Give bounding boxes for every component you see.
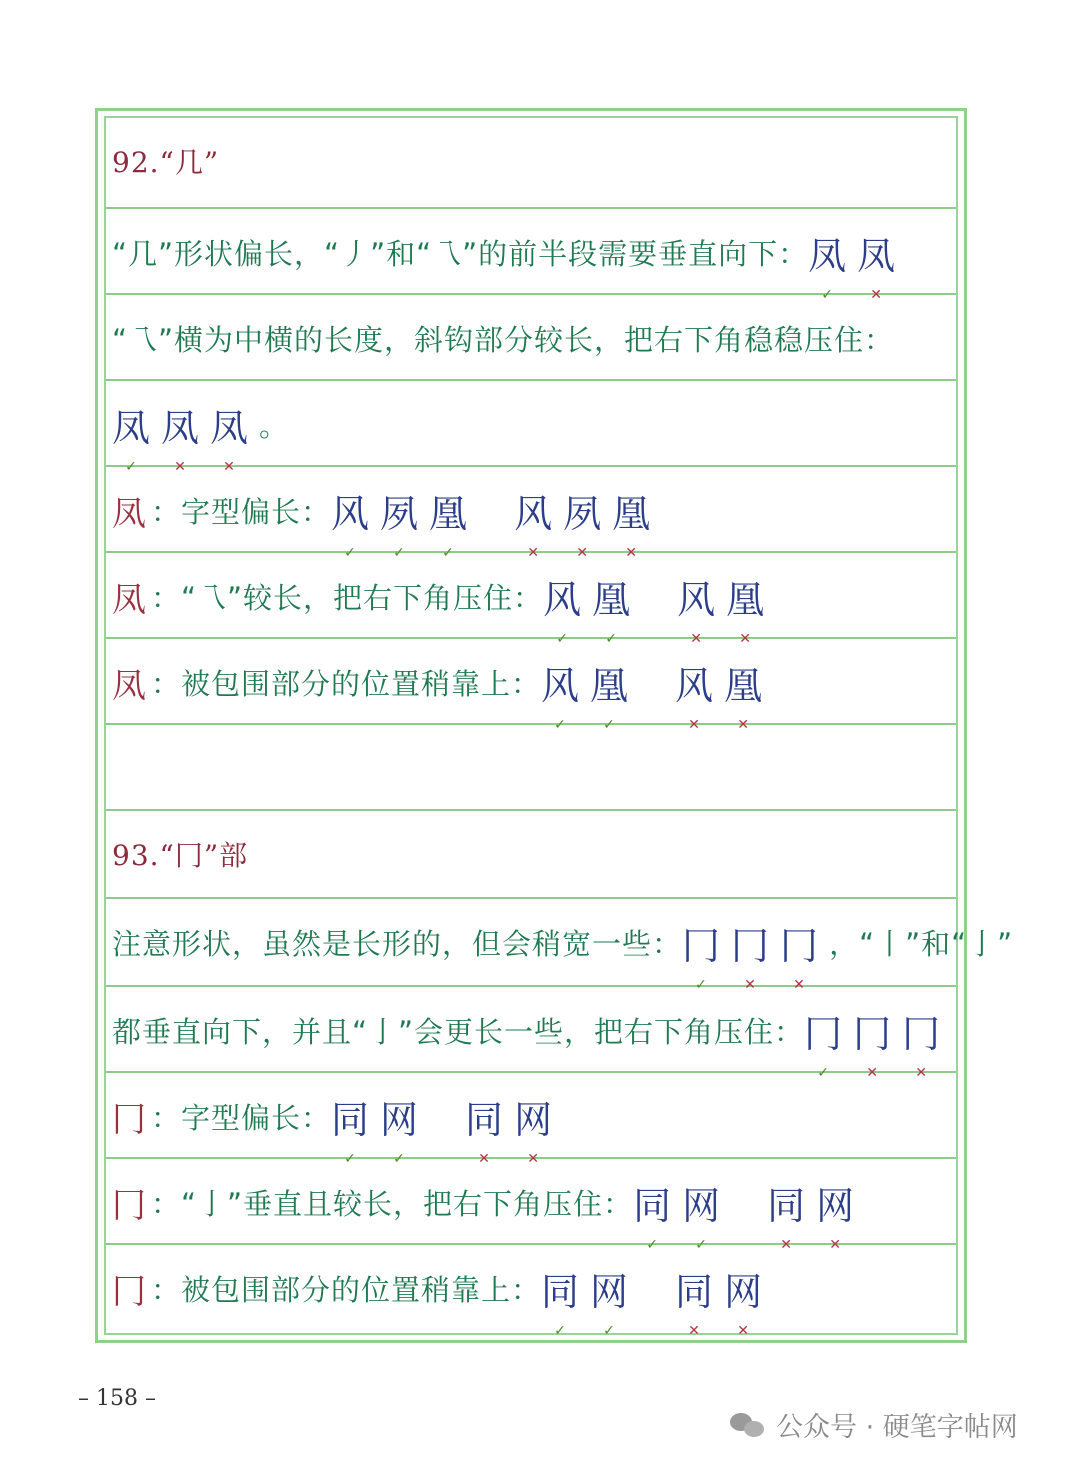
example-glyph bbox=[808, 225, 848, 303]
example-glyph bbox=[724, 1261, 764, 1339]
radical-glyph: 冂 bbox=[112, 1185, 147, 1226]
glyph-char: 风 bbox=[677, 577, 717, 622]
glyph-char: 凰 bbox=[592, 577, 632, 622]
watermark-text: 公众号 · 硬笔字帖网 bbox=[776, 1412, 1018, 1443]
glyph-char: 凤 bbox=[808, 233, 848, 278]
glyph-char: 网 bbox=[590, 1269, 630, 1314]
ruled-line bbox=[106, 637, 956, 639]
glyph-char: 冂 bbox=[804, 1011, 844, 1056]
wrong-mark: ✕ bbox=[737, 716, 750, 733]
wrong-mark: ✕ bbox=[625, 544, 638, 561]
practice-line bbox=[112, 211, 952, 303]
explanation-text: 注意形状，虽然是长形的，但会稍宽一些： bbox=[112, 926, 683, 961]
explanation-text: ：被包围部分的位置稍靠上： bbox=[151, 666, 542, 701]
practice-line bbox=[112, 901, 1014, 993]
glyph-char: 凰 bbox=[612, 491, 652, 536]
example-glyph bbox=[514, 1089, 554, 1167]
radical-glyph: 凤 bbox=[112, 579, 147, 620]
correct-mark: ✓ bbox=[556, 630, 569, 647]
wrong-mark: ✕ bbox=[829, 1236, 842, 1253]
ruled-line bbox=[106, 897, 956, 899]
ruled-line bbox=[106, 985, 956, 987]
example-glyph bbox=[675, 1261, 715, 1339]
practice-line bbox=[112, 297, 952, 379]
correct-mark: ✓ bbox=[605, 630, 618, 647]
correct-mark: ✓ bbox=[603, 716, 616, 733]
example-glyph bbox=[541, 655, 581, 733]
ruled-line bbox=[106, 379, 956, 381]
glyph-char: 冂 bbox=[853, 1011, 893, 1056]
glyph-char: 凤 bbox=[161, 405, 201, 450]
wrong-mark: ✕ bbox=[744, 976, 757, 993]
practice-line bbox=[112, 641, 952, 733]
wrong-mark: ✕ bbox=[527, 1150, 540, 1167]
correct-mark: ✓ bbox=[344, 544, 357, 561]
example-glyph bbox=[612, 483, 652, 561]
glyph-char: 凰 bbox=[724, 663, 764, 708]
wrong-mark: ✕ bbox=[793, 976, 806, 993]
example-glyph bbox=[210, 397, 250, 475]
example-glyph bbox=[331, 483, 371, 561]
wrong-mark: ✕ bbox=[780, 1236, 793, 1253]
example-glyph bbox=[726, 569, 766, 647]
glyph-char: 风 bbox=[675, 663, 715, 708]
wrong-mark: ✕ bbox=[866, 1064, 879, 1081]
radical-glyph: 冂 bbox=[112, 1271, 147, 1312]
glyph-char: 冂 bbox=[902, 1011, 942, 1056]
explanation-text: ：字型偏长： bbox=[151, 494, 332, 529]
explanation-text: “乁”横为中横的长度，斜钩部分较长，把右下角稳稳压住： bbox=[112, 322, 895, 357]
glyph-char: 凤 bbox=[210, 405, 250, 450]
glyph-char: 同 bbox=[767, 1183, 807, 1228]
correct-mark: ✓ bbox=[125, 458, 138, 475]
practice-line bbox=[112, 1161, 952, 1253]
example-glyph bbox=[682, 1175, 722, 1253]
example-glyph bbox=[857, 225, 897, 303]
example-glyph bbox=[682, 915, 722, 993]
ruled-line bbox=[106, 723, 956, 725]
glyph-char: 凰 bbox=[726, 577, 766, 622]
correct-mark: ✓ bbox=[603, 1322, 616, 1339]
watermark bbox=[730, 1405, 1018, 1444]
practice-line bbox=[112, 555, 952, 647]
example-glyph bbox=[161, 397, 201, 475]
glyph-char: 夙 bbox=[380, 491, 420, 536]
glyph-char: 凰 bbox=[590, 663, 630, 708]
glyph-char: 凰 bbox=[429, 491, 469, 536]
wrong-mark: ✕ bbox=[478, 1150, 491, 1167]
page-number: – 158 – bbox=[78, 1386, 156, 1411]
example-glyph bbox=[780, 915, 820, 993]
example-glyph bbox=[380, 1089, 420, 1167]
example-glyph bbox=[633, 1175, 673, 1253]
wrong-mark: ✕ bbox=[690, 630, 703, 647]
wrong-mark: ✕ bbox=[576, 544, 589, 561]
example-glyph bbox=[853, 1003, 893, 1081]
wrong-mark: ✕ bbox=[915, 1064, 928, 1081]
example-glyph bbox=[902, 1003, 942, 1081]
example-glyph bbox=[804, 1003, 844, 1081]
explanation-text: ，“丨”和“亅” bbox=[829, 926, 1014, 961]
glyph-char: 同 bbox=[633, 1183, 673, 1228]
explanation-text: ：被包围部分的位置稍靠上： bbox=[151, 1272, 542, 1307]
glyph-char: 冂 bbox=[682, 923, 722, 968]
example-glyph bbox=[590, 1261, 630, 1339]
practice-line bbox=[112, 469, 952, 561]
example-glyph bbox=[465, 1089, 505, 1167]
example-glyph bbox=[675, 655, 715, 733]
explanation-text: 都垂直向下，并且“亅”会更长一些，把右下角压住： bbox=[112, 1014, 805, 1049]
wrong-mark: ✕ bbox=[737, 1322, 750, 1339]
wechat-icon bbox=[730, 1411, 766, 1439]
correct-mark: ✓ bbox=[821, 286, 835, 303]
glyph-char: 风 bbox=[541, 663, 581, 708]
example-glyph bbox=[592, 569, 632, 647]
correct-mark: ✓ bbox=[393, 1150, 406, 1167]
correct-mark: ✓ bbox=[442, 544, 455, 561]
glyph-char: 网 bbox=[380, 1097, 420, 1142]
example-glyph bbox=[380, 483, 420, 561]
glyph-char: 冂 bbox=[731, 923, 771, 968]
explanation-text: ：字型偏长： bbox=[151, 1100, 332, 1135]
example-glyph bbox=[563, 483, 603, 561]
glyph-char: 网 bbox=[724, 1269, 764, 1314]
correct-mark: ✓ bbox=[554, 716, 567, 733]
glyph-char: 凤 bbox=[857, 233, 897, 278]
glyph-char: 凤 bbox=[112, 405, 152, 450]
example-glyph bbox=[731, 915, 771, 993]
ruled-line bbox=[106, 207, 956, 209]
section-heading: 92.“几” bbox=[112, 146, 220, 179]
glyph-char: 同 bbox=[541, 1269, 581, 1314]
example-glyph bbox=[816, 1175, 856, 1253]
section-heading: 93.“冂”部 bbox=[112, 839, 249, 872]
wrong-mark: ✕ bbox=[688, 716, 701, 733]
practice-line bbox=[112, 383, 952, 475]
glyph-char: 同 bbox=[465, 1097, 505, 1142]
explanation-text: ：“亅”垂直且较长，把右下角压住： bbox=[151, 1186, 634, 1221]
glyph-char: 风 bbox=[331, 491, 371, 536]
wrong-mark: ✕ bbox=[739, 630, 752, 647]
glyph-char: 同 bbox=[675, 1269, 715, 1314]
example-glyph bbox=[724, 655, 764, 733]
radical-glyph: 凤 bbox=[112, 493, 147, 534]
correct-mark: ✓ bbox=[393, 544, 406, 561]
practice-line bbox=[112, 989, 952, 1081]
radical-glyph: 凤 bbox=[112, 665, 147, 706]
example-glyph bbox=[429, 483, 469, 561]
glyph-char: 冂 bbox=[780, 923, 820, 968]
example-glyph bbox=[331, 1089, 371, 1167]
example-glyph bbox=[590, 655, 630, 733]
wrong-mark: ✕ bbox=[223, 458, 236, 475]
glyph-char: 网 bbox=[514, 1097, 554, 1142]
ruled-line bbox=[106, 809, 956, 811]
example-glyph bbox=[543, 569, 583, 647]
example-glyph bbox=[112, 397, 152, 475]
glyph-char: 风 bbox=[543, 577, 583, 622]
correct-mark: ✓ bbox=[695, 1236, 708, 1253]
example-glyph bbox=[677, 569, 717, 647]
correct-mark: ✓ bbox=[646, 1236, 659, 1253]
example-glyph bbox=[541, 1261, 581, 1339]
wrong-mark: ✕ bbox=[870, 286, 884, 303]
correct-mark: ✓ bbox=[344, 1150, 357, 1167]
glyph-char: 同 bbox=[331, 1097, 371, 1142]
glyph-char: 网 bbox=[816, 1183, 856, 1228]
glyph-char: 网 bbox=[682, 1183, 722, 1228]
practice-line bbox=[112, 727, 952, 809]
explanation-text: ：“乁”较长，把右下角压住： bbox=[151, 580, 544, 615]
wrong-mark: ✕ bbox=[174, 458, 187, 475]
explanation-text: “几”形状偏长，“丿”和“乁”的前半段需要垂直向下： bbox=[112, 236, 809, 271]
radical-glyph: 冂 bbox=[112, 1099, 147, 1140]
wrong-mark: ✕ bbox=[688, 1322, 701, 1339]
example-glyph bbox=[767, 1175, 807, 1253]
explanation-text: 。 bbox=[259, 408, 290, 443]
example-glyph bbox=[514, 483, 554, 561]
correct-mark: ✓ bbox=[817, 1064, 830, 1081]
glyph-char: 夙 bbox=[563, 491, 603, 536]
glyph-char: 风 bbox=[514, 491, 554, 536]
correct-mark: ✓ bbox=[554, 1322, 567, 1339]
practice-line bbox=[112, 1075, 952, 1167]
wrong-mark: ✕ bbox=[527, 544, 540, 561]
practice-line bbox=[112, 1247, 952, 1339]
correct-mark: ✓ bbox=[695, 976, 708, 993]
